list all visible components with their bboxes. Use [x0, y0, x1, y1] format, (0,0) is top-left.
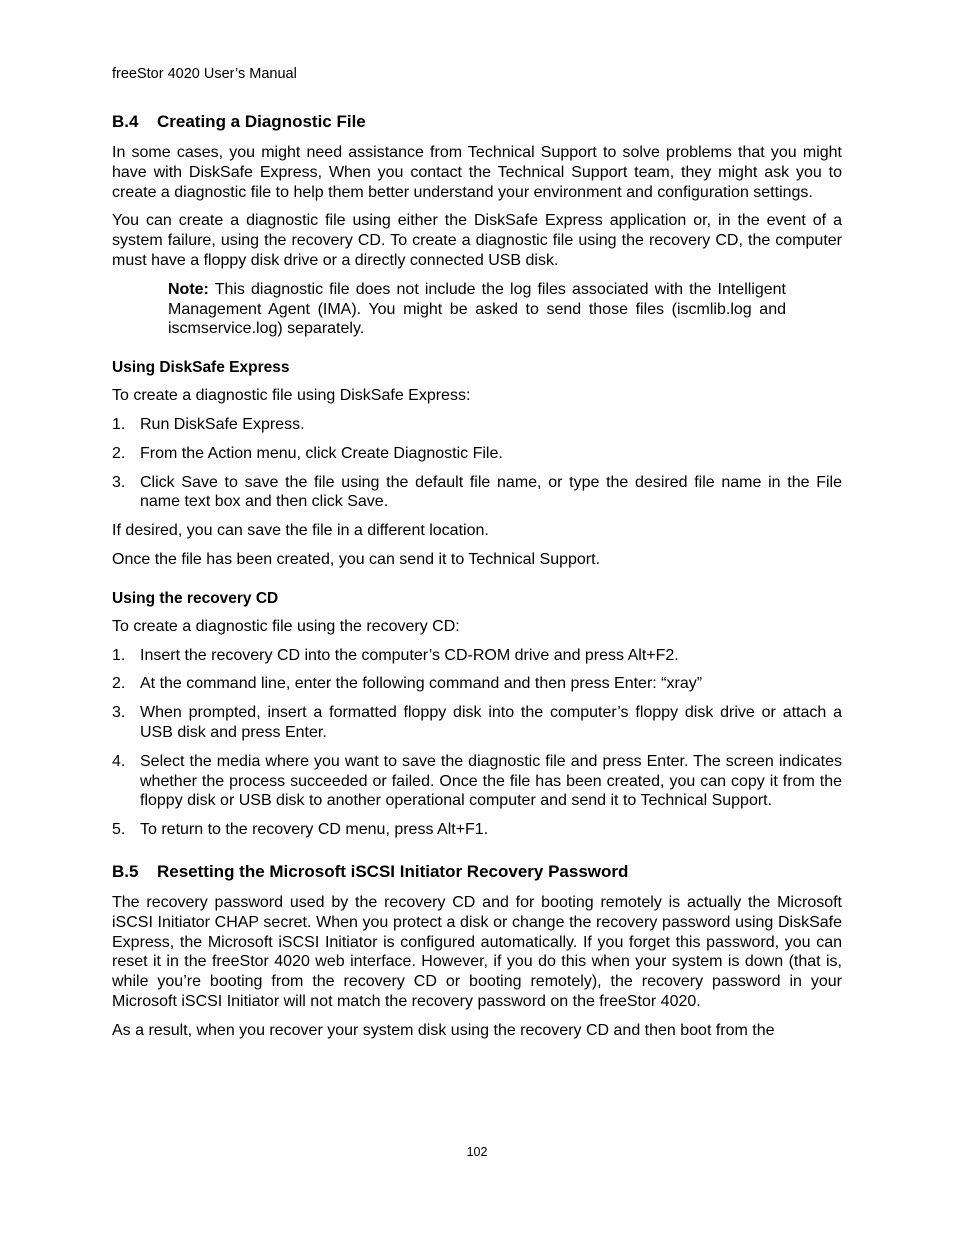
subheading-disksafe: Using DiskSafe Express: [112, 359, 290, 377]
step-text: At the command line, enter the following command and then press Enter: “xray”: [140, 675, 703, 693]
step-text: From the Action menu, click Create Diagnostic File.: [140, 444, 503, 462]
paragraph: As a result, when you recover your system disk using the recovery CD and then boot from the: [112, 1021, 775, 1039]
list-item: [112, 703, 842, 743]
section-title: Creating a Diagnostic File: [157, 112, 366, 131]
list-item: [112, 674, 842, 694]
step-number: 3.: [112, 704, 126, 722]
steps-list-disksafe: [112, 415, 842, 512]
page-number: 102: [466, 1145, 488, 1159]
step-text: Run DiskSafe Express.: [140, 415, 305, 433]
step-number: 2.: [112, 444, 126, 462]
paragraph: Once the file has been created, you can send it to Technical Support.: [112, 550, 601, 568]
list-item: [112, 752, 842, 811]
page-content: [112, 111, 842, 1050]
step-number: 4.: [112, 752, 126, 770]
paragraph: The recovery password used by the recovery CD and for booting remotely is actually the Microsoft iSCSI Initiator CHAP secret. When you protect a disk or change the recovery password using DiskSafe Express, the Microsoft iSCSI Initiator is configured automatically. If you forget this password, you can reset it in the freeStor 4020 web interface. However, if you do this when your system is down (that is, while you’re booting from the recovery CD or booting remotely), the recovery password in your Microsoft iSCSI Initiator will not match the recovery password on the freeStor 4020.: [112, 893, 842, 1010]
steps-list-recovery-cd: [112, 646, 842, 840]
paragraph: To create a diagnostic file using DiskSafe Express:: [112, 387, 471, 405]
step-text: Insert the recovery CD into the computer’s CD-ROM drive and press Alt+F2.: [140, 646, 679, 664]
list-item: [112, 415, 842, 435]
list-item: [112, 444, 842, 464]
section-title: Resetting the Microsoft iSCSI Initiator Recovery Password: [157, 861, 629, 881]
list-item: [112, 820, 842, 840]
paragraph: In some cases, you might need assistance from Technical Support to solve problems that you might have with DiskSafe Express, When you contact the Technical Support team, they might ask you to create a diagnostic file to help them better understand your environment and configuration settings.: [112, 144, 842, 201]
step-number: 1.: [112, 646, 126, 664]
paragraph: If desired, you can save the file in a different location.: [112, 522, 489, 540]
section-number: B.4: [112, 112, 139, 131]
note-block: [168, 280, 786, 339]
step-number: 1.: [112, 415, 126, 433]
paragraph: You can create a diagnostic file using either the DiskSafe Express application or, in the event of a system failure, using the recovery CD. To create a diagnostic file using the recovery CD, the computer must have a floppy disk drive or a directly connected USB disk.: [112, 212, 842, 269]
note-text: This diagnostic file does not include the log files associated with the Intelligent Management Agent (IMA). You might be asked to send those files (iscmlib.log and iscmservice.log) separately.: [168, 280, 787, 338]
note-label: Note:: [168, 280, 209, 298]
section-heading-b5: [112, 861, 842, 883]
running-header: freeStor 4020 User’s Manual: [112, 66, 297, 82]
subheading-recovery-cd: Using the recovery CD: [112, 589, 279, 607]
list-item: [112, 646, 842, 666]
list-item: [112, 473, 842, 513]
step-text: Select the media where you want to save the diagnostic file and press Enter. The screen indicates whether the process succeeded or failed. Once the file has been created, you can copy it from the floppy disk or USB disk to another operational computer and send it to Technical Support.: [140, 752, 842, 810]
step-number: 3.: [112, 473, 126, 491]
step-text: When prompted, insert a formatted floppy disk into the computer’s floppy disk drive or attach a USB disk and press Enter.: [140, 704, 842, 741]
step-number: 5.: [112, 821, 126, 839]
step-text: To return to the recovery CD menu, press Alt+F1.: [140, 821, 489, 839]
paragraph: To create a diagnostic file using the recovery CD:: [112, 617, 460, 635]
section-number: B.5: [112, 861, 139, 881]
step-number: 2.: [112, 675, 126, 693]
section-heading-b4: [112, 111, 842, 133]
step-text: Click Save to save the file using the default file name, or type the desired file name in the File name text box and then click Save.: [140, 473, 842, 511]
